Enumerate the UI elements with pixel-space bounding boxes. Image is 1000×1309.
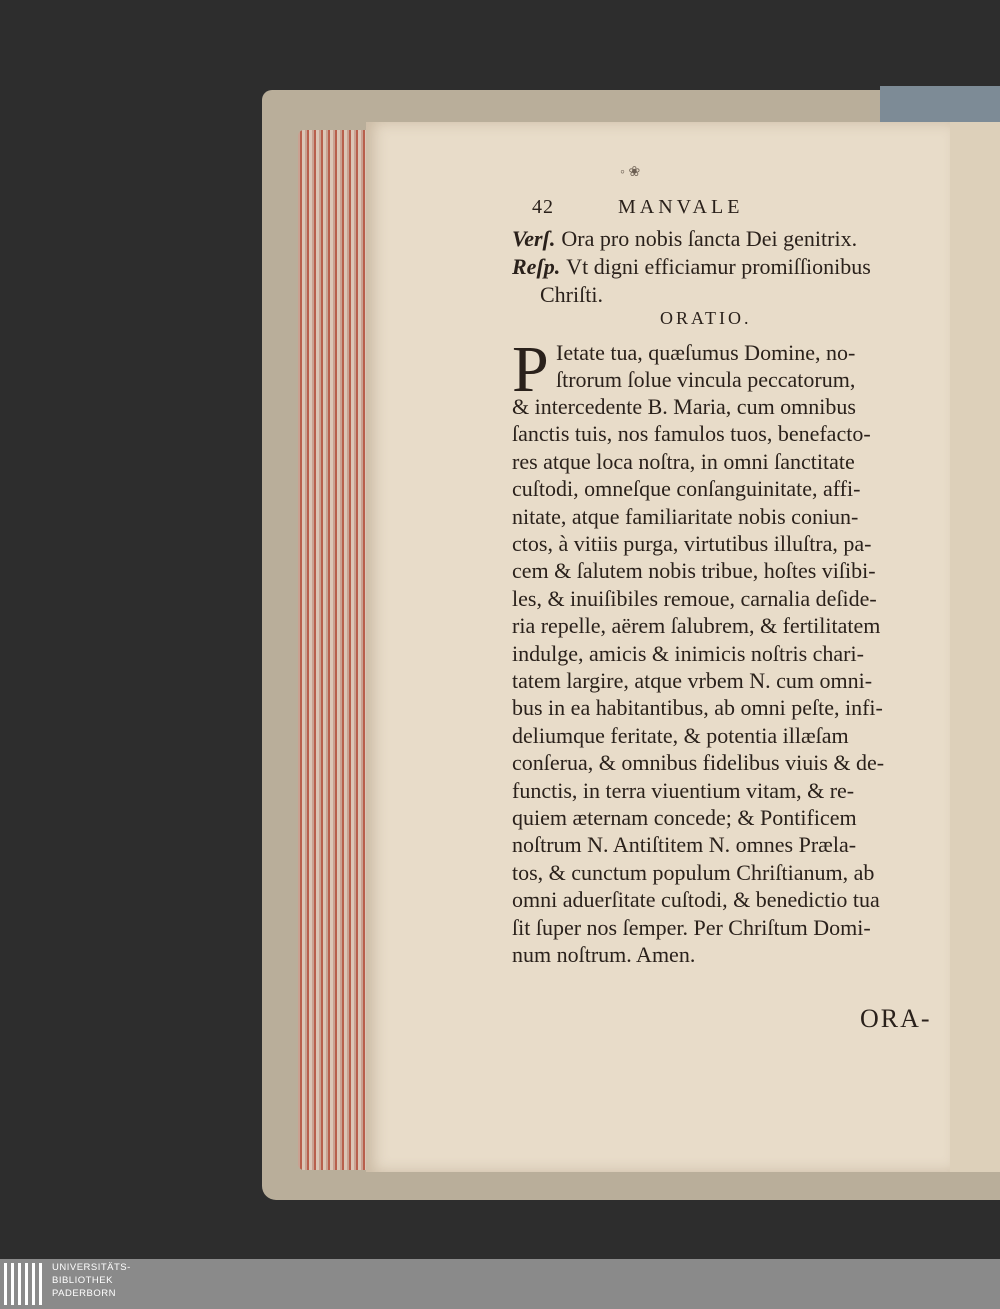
page-number: 42 [532, 196, 554, 218]
body-line: & intercedente B. Maria, cum omnibus [512, 394, 856, 419]
body-line: ſanctis tuis, nos famulos tuos, benefacto- [512, 421, 871, 447]
body-line: noſtrum N. Antiſtitem N. omnes Præla- [512, 832, 857, 858]
response-tag: Reſp. [512, 254, 561, 279]
body-line: ſit ſuper nos ſemper. Per Chriſtum Domi- [512, 914, 871, 940]
catchword: ORA- [860, 1004, 932, 1033]
body-line: ſtrorum ſolue vincula peccatorum, [556, 367, 856, 392]
body-line: functis, in terra viuentium vitam, & re- [512, 777, 855, 803]
library-logo-icon [4, 1263, 44, 1305]
logo-line-1: UNIVERSITÄTS- [52, 1262, 131, 1273]
versicle-text: Ora pro nobis ſancta Dei genitrix. [561, 226, 858, 251]
logo-line-3: PADERBORN [52, 1288, 116, 1299]
library-footer [0, 1259, 1000, 1309]
versicle-line [512, 226, 857, 252]
logo-line-2: BIBLIOTHEK [52, 1275, 113, 1286]
drop-capital: P [512, 333, 549, 406]
response-line [512, 254, 871, 280]
body-line: num noſtrum. Amen. [512, 942, 696, 967]
body-line: ria repelle, aërem ſalubrem, & fertilitatem [512, 613, 881, 639]
body-line: indulge, amicis & inimicis noſtris chari- [512, 640, 864, 666]
body-line: res atque loca noſtra, in omni ſanctitate [512, 448, 855, 474]
body-line: deliumque feritate, & potentia illæſam [512, 722, 849, 748]
running-title: MANVALE [618, 196, 744, 218]
running-head [532, 196, 743, 219]
body-line: ctos, à vitiis purga, virtutibus illuſtra, pa- [512, 531, 872, 556]
body-line: conſerua, & omnibus fidelibus viuis & de- [512, 750, 885, 776]
page-ornament: ◦ ❀ [620, 165, 641, 180]
body-line: cuſtodi, omneſque conſanguinitate, affi- [512, 476, 861, 502]
body-line: tos, & cunctum populum Chriſtianum, ab [512, 859, 875, 885]
response-continuation-text: Chriſti. [540, 282, 603, 307]
body-line: tatem largire, atque vrbem N. cum omni- [512, 668, 873, 693]
response-text: Vt digni efficiamur promiſſionibus [566, 254, 871, 279]
body-line: quiem æternam concede; & Pontificem [512, 805, 857, 830]
book-spine-top [880, 86, 1000, 126]
facing-page-edge [944, 122, 1000, 1172]
body-line: cem & ſalutem nobis tribue, hoſtes viſibi- [512, 558, 876, 584]
versicle-tag: Verſ. [512, 226, 556, 251]
body-line: les, & inuiſibiles remoue, carnalia deſide- [512, 585, 877, 611]
body-line: Ietate tua, quæſumus Domine, no- [556, 340, 856, 365]
response-continuation [540, 282, 603, 308]
section-heading: ORATIO. [660, 308, 752, 328]
body-line: omni aduerſitate cuſtodi, & benedictio tua [512, 887, 880, 913]
body-line: bus in ea habitantibus, ab omni peſte, infi- [512, 695, 883, 721]
body-line: nitate, atque familiaritate nobis coniun- [512, 503, 859, 529]
